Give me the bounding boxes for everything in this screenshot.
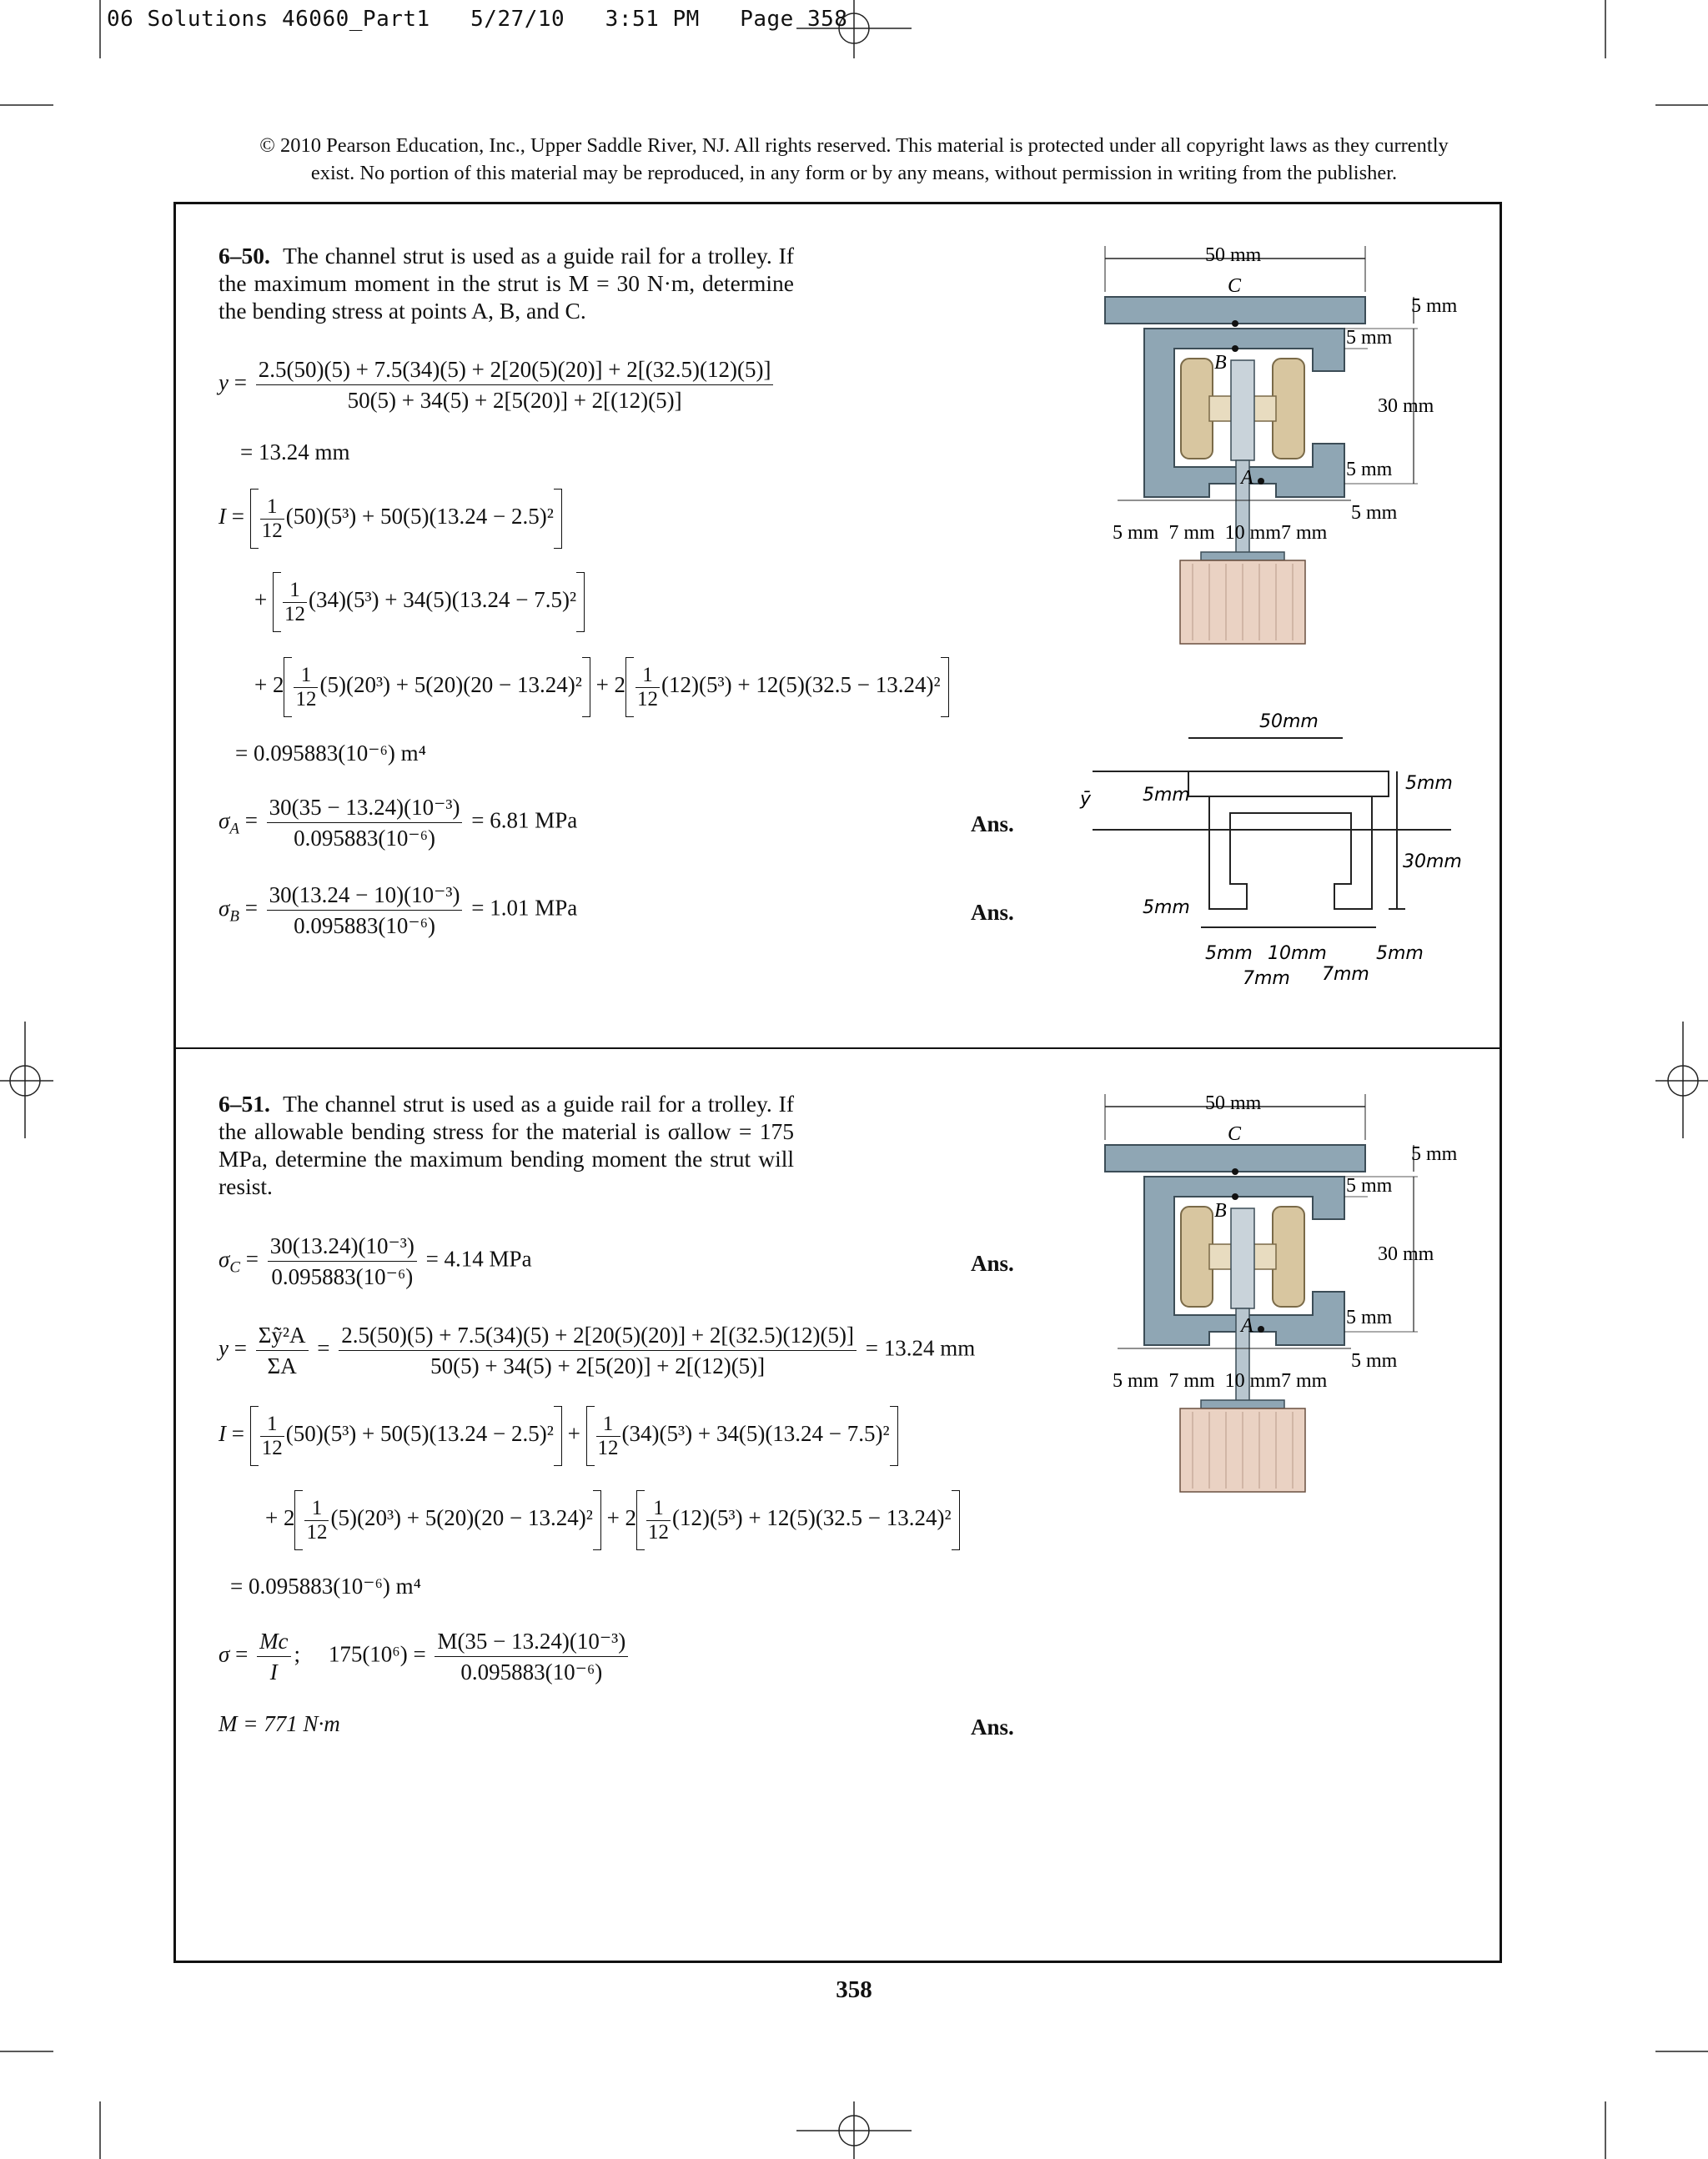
fig-dim-5-flange: 5 mm [1346,327,1393,349]
fig-label-a: A [1241,467,1253,489]
fig-dim-5-top: 5 mm [1411,295,1458,317]
problem-651-number: 6–51. [219,1091,270,1117]
inertia-result-650: = 0.095883(10⁻⁶) m⁴ [235,741,427,766]
copyright-notice [133,132,1575,187]
answer-marker-a: Ans. [971,811,1014,836]
sketch-dim-5-bottom: 5mm [1143,897,1190,918]
answer-marker-m: Ans. [971,1715,1014,1740]
fig2-dim-5-top: 5 mm [1411,1143,1458,1165]
sigma-formula: σ = $\frac{Mc}{I}$ ; 175(10⁶) = $\frac{\text{M(35 − 13.24)(10⁻³)}}{\text{0.095883(10⁻⁶)}}$ [219,1626,631,1687]
problem-651-statement [219,1090,794,1200]
ybar-result-650: = 13.24 mm [240,439,350,464]
inertia-line-2: + $\frac{1}{12}$ (34)(5³) + 34(5)(13.24 − 7.5)² [254,572,585,632]
channel-strut-figure-651 [1084,1090,1468,1515]
problem-divider [173,1047,1502,1049]
channel-strut-figure-650 [1084,242,1468,667]
problem-650-text: The channel strut is used as a guide rail for a trolley. If the maximum moment in the strut is M = 30 N·m, determine the bending stress at points A, B, and C. [219,243,794,324]
sketch-dim-7a: 7mm [1243,968,1290,989]
fig2-dim-50mm: 50 mm [1205,1092,1262,1114]
copyright-line-1: © 2010 Pearson Education, Inc., Upper Saddle River, NJ. All rights reserved. This material is protected under all copyright laws as they currently [259,134,1449,157]
fig-label-c: C [1228,275,1242,297]
copyright-line-2: exist. No portion of this material may be reproduced, in any form or by any means, without permission in writing from the publisher. [310,162,1398,184]
moment-result: M = 771 N·m [219,1711,340,1736]
sketch-dim-30: 30mm [1403,851,1462,872]
sigma-c-equation: $\sigma_C$ = $\frac{\text{30(13.24)(10⁻³)}}{\text{0.095883(10⁻⁶)}}$ = 4.14 MPa [219,1231,532,1292]
fig2-bottom-dims: 5 mm 7 mm 10 mm7 mm [1113,1370,1328,1392]
inertia-line-3: + 2 $\frac{1}{12}$ (5)(20³) + 5(20)(20 − 13.24)² + 2 $\frac{1}{12}$ (12)(5³) + 12(5)(32.5 − 13.24)² [254,657,949,717]
sketch-dim-5-left: 5mm [1143,785,1190,806]
fig-dim-30: 30 mm [1378,395,1434,417]
fig-dim-5-lip: 5 mm [1346,459,1393,480]
sketch-dim-5-b2: 5mm [1376,943,1424,964]
sketch-dim-5-top: 5mm [1405,773,1453,794]
fig-dim-50mm: 50 mm [1205,244,1262,266]
fig-bottom-dims: 5 mm 7 mm 10 mm7 mm [1113,522,1328,544]
answer-marker-c: Ans. [971,1251,1014,1276]
page-number: 358 [836,1976,872,2003]
sketch-dim-5-b1: 5mm [1205,943,1253,964]
fig2-dim-5-right: 5 mm [1351,1350,1398,1372]
sketch-dim-10: 10mm [1268,943,1327,964]
problem-650-statement [219,242,794,324]
sketch-ybar: ȳ [1080,789,1092,810]
problem-651-text: The channel strut is used as a guide rail for a trolley. If the allowable bending stress for the material is σallow = 175 MPa, determine the maximum bending moment the strut will resist. [219,1091,794,1199]
sigma-a-equation: $\sigma_A$ = $\frac{\text{30(35 − 13.24)(10⁻³)}}{\text{0.095883(10⁻⁶)}}$ = 6.81 MPa [219,792,577,853]
sketch-dim-50: 50mm [1259,711,1319,732]
sketch-dim-7b: 7mm [1322,964,1369,985]
hand-sketch-section [1068,709,1468,1034]
problem-650-number: 6–50. [219,243,270,269]
fig2-label-a: A [1241,1315,1253,1337]
sigma-b-equation: $\sigma_B$ = $\frac{\text{30(13.24 − 10)(10⁻³)}}{\text{0.095883(10⁻⁶)}}$ = 1.01 MPa [219,880,577,941]
fig2-label-c: C [1228,1123,1242,1145]
inertia-line-651-2: + 2 $\frac{1}{12}$ (5)(20³) + 5(20)(20 − 13.24)² + 2 $\frac{1}{12}$ (12)(5³) + 12(5)(32.5 − 13.24)² [265,1490,960,1550]
inertia-line-1: I = $\frac{1}{12}$ (50)(5³) + 50(5)(13.24 − 2.5)² [219,489,562,549]
ybar-equation-651: y = $\frac{\text{Σỹ²A}}{\Sigma A}$ = $\frac{2.5(50)(5) + 7.5(34)(5) + 2[20(5)(20)] + 2[(32.5)(12)(5)]}{50(5) + 34(5) + 2[5(20)] + 2[(12)(5)]}$ = 13.24 mm [219,1320,975,1381]
ybar-numerator: 2.5(50)(5) + 7.5(34)(5) + 2[20(5)(20)] + 2[(32.5)(12)(5)] [256,354,774,385]
fig2-label-b: B [1214,1200,1227,1222]
inertia-line-651-1: I = $\frac{1}{12}$ (50)(5³) + 50(5)(13.24 − 2.5)² + $\frac{1}{12}$ (34)(5³) + 34(5)(13.24 − 7.5)² [219,1406,898,1466]
fig-label-b: B [1214,352,1227,374]
fig-dim-5-right: 5 mm [1351,502,1398,524]
answer-marker-b: Ans. [971,900,1014,925]
ybar-denominator: 50(5) + 34(5) + 2[5(20)] + 2[(12)(5)] [347,388,682,413]
fig2-dim-30: 30 mm [1378,1243,1434,1265]
inertia-result-651: = 0.095883(10⁻⁶) m⁴ [230,1574,422,1599]
fig2-dim-5-lip: 5 mm [1346,1307,1393,1328]
ybar-equation-650: y = $\frac{2.5(50)(5) + 7.5(34)(5) + 2[20(5)(20)] + 2[(32.5)(12)(5)]}{50(5) + 34(5) + 2[5(20)] + 2[(12)(5)]}$ [219,354,776,415]
fig2-dim-5-flange: 5 mm [1346,1175,1393,1197]
printer-slug: 06 Solutions 46060_Part1 5/27/10 3:51 PM Page 358 [107,7,848,32]
